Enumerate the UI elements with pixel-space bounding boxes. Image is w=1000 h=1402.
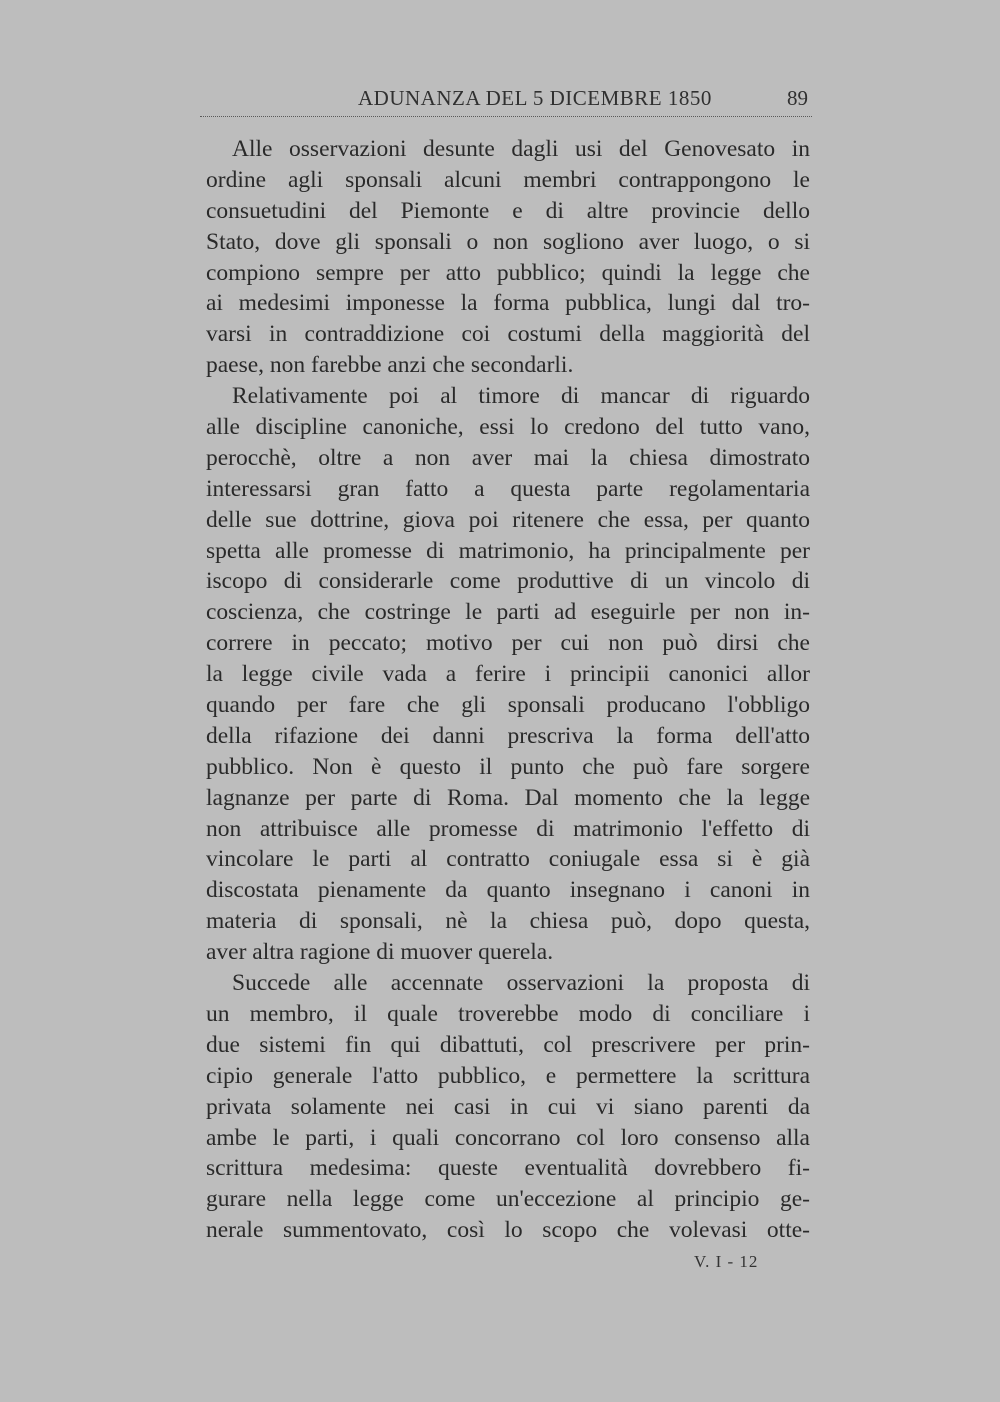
text-line: quando per fare che gli sponsali producano l'obbligo (206, 692, 810, 719)
text-line: la legge civile vada a ferire i principii canonici allor (206, 661, 810, 688)
text-line: gurare nella legge come un'eccezione al principio ge- (206, 1186, 810, 1213)
text-line: spetta alle promesse di matrimonio, ha principalmente per (206, 537, 810, 564)
text-line: ambe le parti, i quali concorrano col loro consenso alla (206, 1124, 810, 1151)
text-line: discostata pienamente da quanto insegnano i canoni in (206, 877, 810, 904)
body-text (206, 134, 810, 1246)
text-line: coscienza, che costringe le parti ad eseguirle per non in- (206, 599, 810, 626)
text-line: paese, non farebbe anzi che secondarli. (206, 352, 574, 379)
text-line: lagnanze per parte di Roma. Dal momento che la legge (206, 784, 810, 811)
text-line: due sistemi fin qui dibattuti, col prescrivere per prin- (206, 1031, 810, 1058)
running-head (200, 86, 812, 117)
text-line: vincolare le parti al contratto coniugale essa si è già (206, 846, 810, 873)
text-line: aver altra ragione di muover querela. (206, 939, 554, 966)
running-title: ADUNANZA DEL 5 DICEMBRE 1850 (358, 86, 712, 110)
text-line: perocchè, oltre a non aver mai la chiesa dimostrato (206, 444, 810, 471)
text-line: un membro, il quale troverebbe modo di conciliare i (206, 1000, 810, 1027)
text-line: privata solamente nei casi in cui vi siano parenti da (206, 1093, 810, 1120)
text-line: varsi in contraddizione coi costumi della maggiorità del (206, 321, 810, 348)
text-line: non attribuisce alle promesse di matrimonio l'effetto di (206, 815, 810, 842)
text-line: pubblico. Non è questo il punto che può fare sorgere (206, 753, 810, 780)
text-line: materia di sponsali, nè la chiesa può, dopo questa, (206, 908, 810, 935)
text-line: correre in peccato; motivo per cui non può dirsi che (206, 630, 810, 657)
text-line: consuetudini del Piemonte e di altre provincie dello (206, 197, 810, 224)
text-line: delle sue dottrine, giova poi ritenere che essa, per quanto (206, 506, 810, 533)
text-line: Relativamente poi al timore di mancar di riguardo (232, 383, 810, 410)
text-line: Alle osservazioni desunte dagli usi del Genovesato in (232, 136, 810, 162)
text-line: nerale summentovato, così lo scopo che volevasi otte- (206, 1217, 810, 1244)
text-line: della rifazione dei danni prescriva la forma dell'atto (206, 722, 810, 749)
text-line: Stato, dove gli sponsali o non sogliono aver luogo, o si (206, 228, 810, 255)
text-line: alle discipline canoniche, essi lo credono del tutto vano, (206, 414, 810, 441)
text-line: scrittura medesima: queste eventualità dovrebbero fi- (206, 1155, 810, 1182)
text-line: cipio generale l'atto pubblico, e permettere la scrittura (206, 1062, 810, 1089)
signature-mark: V. I - 12 (694, 1252, 759, 1271)
text-line: compiono sempre per atto pubblico; quindi la legge che (206, 259, 810, 286)
text-line: ai medesimi imponesse la forma pubblica, lungi dal tro- (206, 290, 810, 317)
text-line: iscopo di considerarle come produttive di un vincolo di (206, 568, 810, 595)
text-line: interessarsi gran fatto a questa parte regolamentaria (206, 475, 810, 502)
text-line: ordine agli sponsali alcuni membri contrappongono le (206, 166, 810, 193)
page-number: 89 (787, 86, 808, 110)
text-line: Succede alle accennate osservazioni la proposta di (232, 970, 810, 997)
